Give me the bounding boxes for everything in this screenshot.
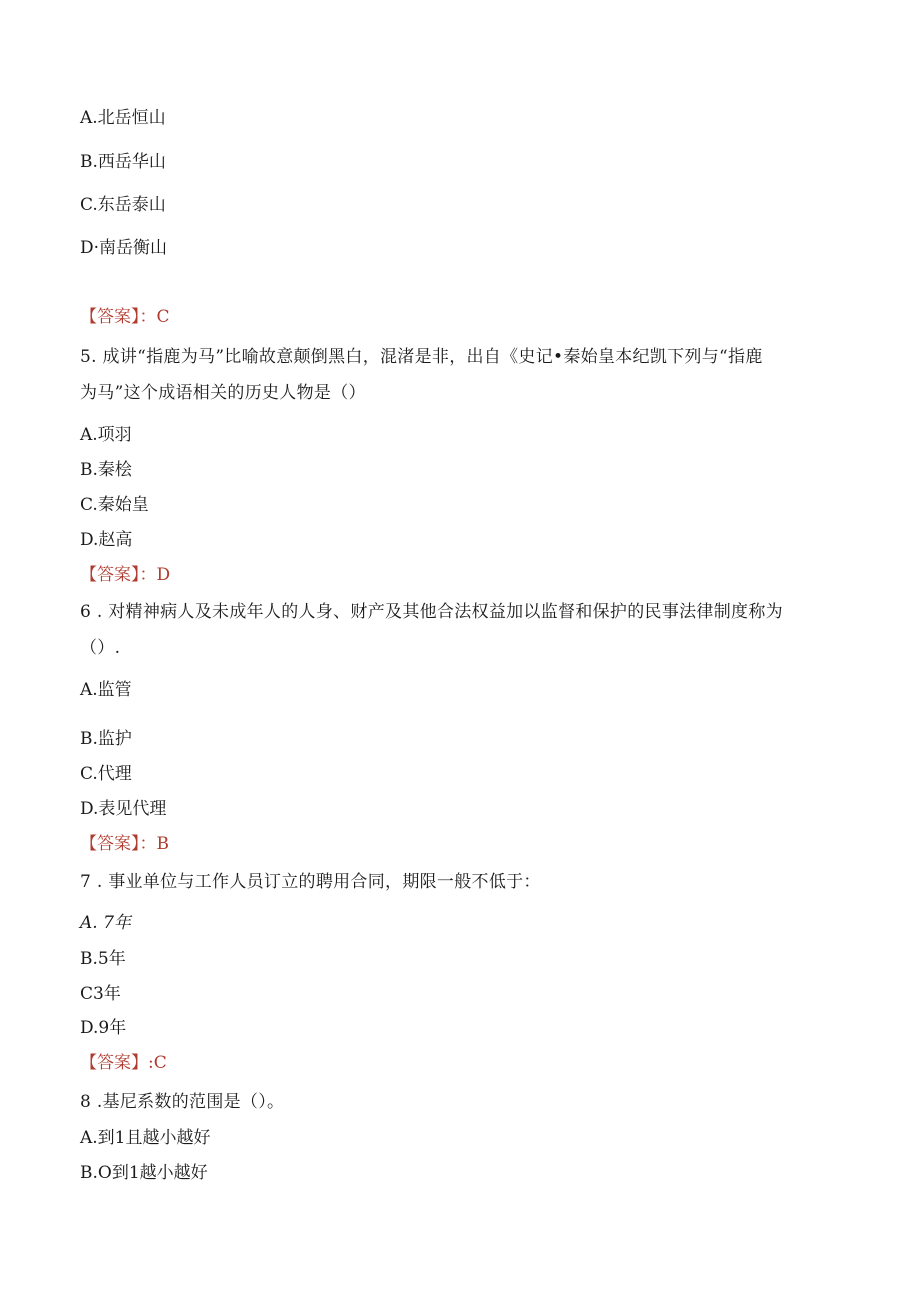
q7-answer: 【答案】:C (80, 1053, 167, 1073)
q7-option-b: B.5年 (80, 949, 126, 969)
q8-option-a: A.到1且越小越好 (80, 1128, 211, 1148)
q4-option-c: C.东岳泰山 (80, 195, 166, 215)
q6-stem-line2: （）. (80, 638, 121, 658)
q6-stem-line1: 6 . 对精神病人及未成年人的人身、财产及其他合法权益加以监督和保护的民事法律制度称为 (80, 602, 783, 622)
q7-option-c: C3年 (80, 984, 121, 1004)
q4-option-b: B.西岳华山 (80, 152, 166, 172)
q7-option-a: A. 7年 (80, 913, 131, 933)
q4-answer: 【答案】：C (80, 307, 170, 327)
q5-option-c: C.秦始皇 (80, 495, 149, 515)
q6-option-d: D.表见代理 (80, 799, 167, 819)
q5-option-a: A.项羽 (80, 425, 132, 445)
q5-answer: 【答案】：D (80, 565, 171, 585)
q5-option-d: D.赵高 (80, 530, 133, 550)
q6-option-a: A.监管 (80, 680, 132, 700)
q6-option-c: C.代理 (80, 764, 132, 784)
q5-stem-line1: 5. 成讲“指鹿为马”比喻故意颠倒黑白，混渚是非，出自《史记•秦始皇本纪凯下列与“指鹿 (80, 347, 763, 367)
q8-stem: 8 .基尼系数的范围是（）。 (80, 1092, 285, 1112)
q6-option-b: B.监护 (80, 729, 132, 749)
q7-stem: 7 . 事业单位与工作人员订立的聘用合同，期限一般不低于： (80, 872, 541, 892)
q4-option-a: A.北岳恒山 (80, 108, 166, 128)
q5-stem-line2: 为马”这个成语相关的历史人物是（） (80, 383, 366, 403)
q8-option-b: B.O到1越小越好 (80, 1163, 208, 1183)
q7-option-d: D.9年 (80, 1018, 127, 1038)
q5-option-b: B.秦桧 (80, 460, 132, 480)
q4-option-d: D·南岳衡山 (80, 238, 168, 258)
q6-answer: 【答案】：B (80, 834, 169, 854)
